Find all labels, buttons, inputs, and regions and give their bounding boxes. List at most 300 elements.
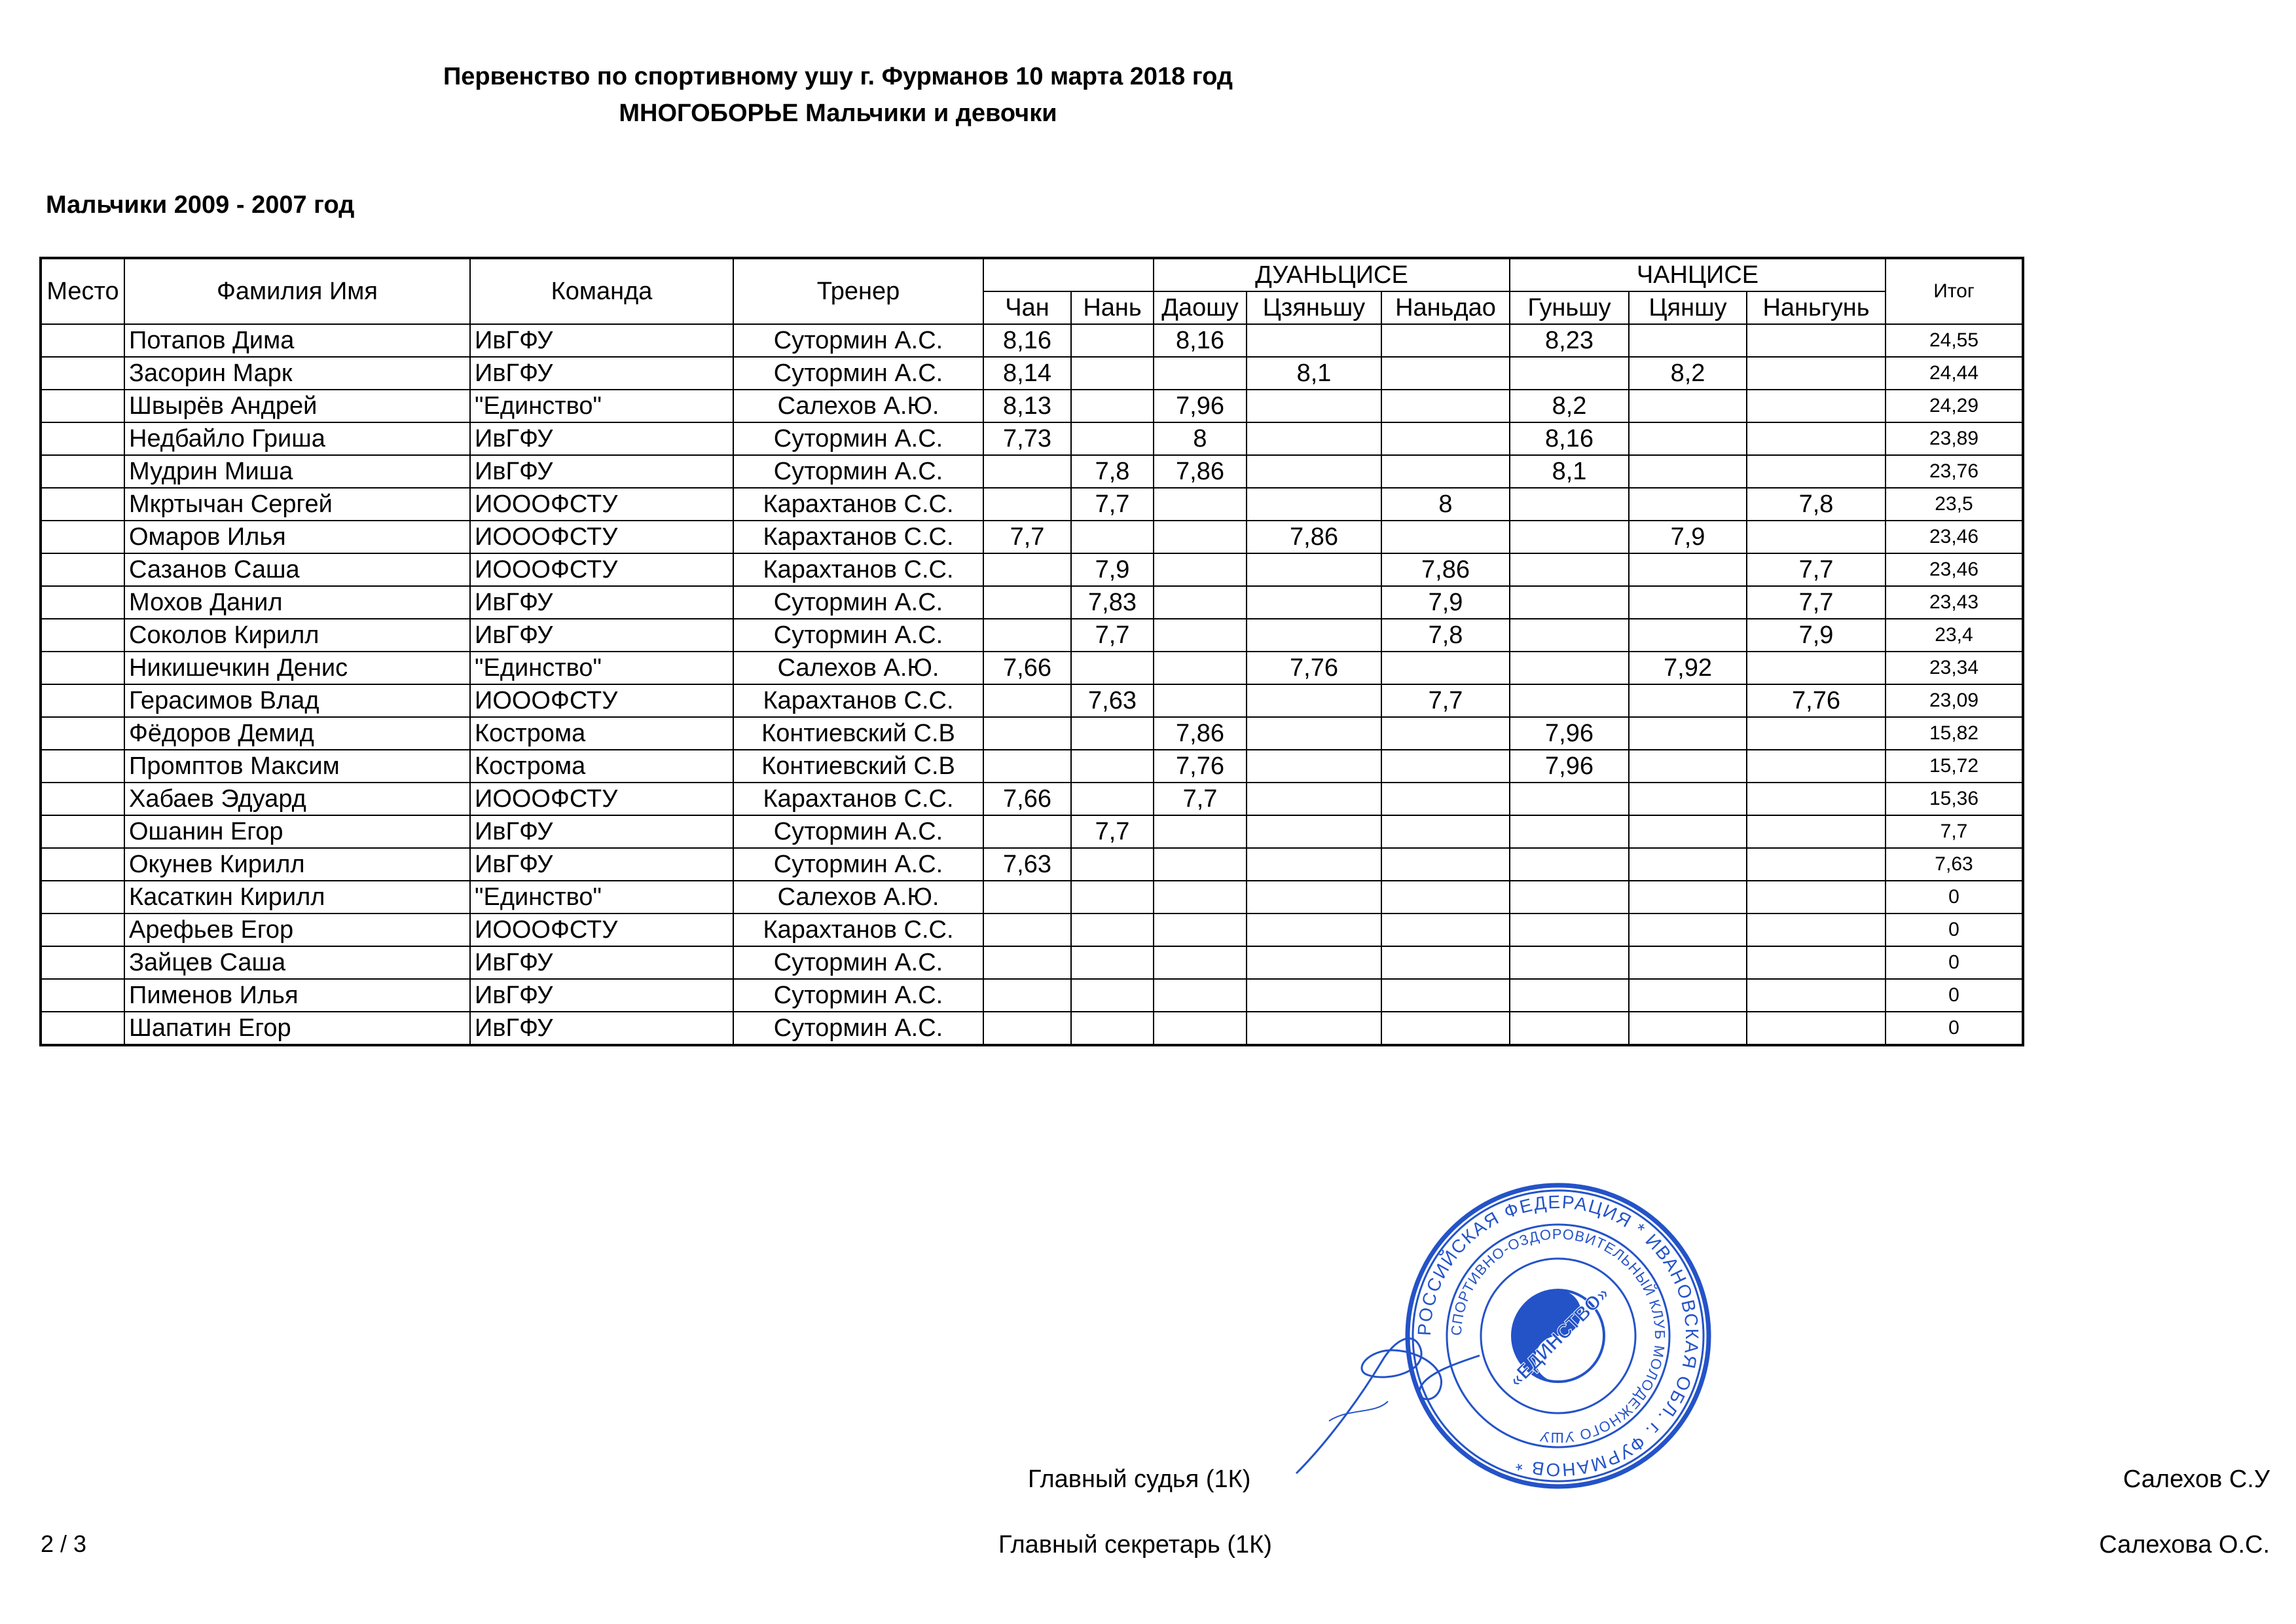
table-row <box>41 1012 2023 1045</box>
score-cell <box>1247 455 1381 488</box>
score-cell <box>1747 783 1886 815</box>
score-cell <box>1071 521 1154 553</box>
score-cell <box>983 979 1071 1012</box>
table-row <box>41 848 2023 881</box>
athlete-name-cell: Герасимов Влад <box>124 684 470 717</box>
col-discipline-header: Даошу <box>1154 291 1247 324</box>
total-cell: 15,72 <box>1886 750 2023 783</box>
score-cell <box>1747 881 1886 913</box>
table-row <box>41 783 2023 815</box>
coach-cell: Карахтанов С.С. <box>733 553 983 586</box>
score-cell: 7,66 <box>983 783 1071 815</box>
score-cell <box>1747 652 1886 684</box>
score-cell <box>983 750 1071 783</box>
coach-cell: Сутормин А.С. <box>733 422 983 455</box>
score-cell <box>1154 488 1247 521</box>
team-cell: "Единство" <box>470 881 733 913</box>
coach-cell: Контиевский С.В <box>733 717 983 750</box>
coach-cell: Карахтанов С.С. <box>733 684 983 717</box>
score-cell <box>1510 848 1629 881</box>
score-cell <box>1381 652 1510 684</box>
athlete-name-cell: Хабаев Эдуард <box>124 783 470 815</box>
place-cell <box>41 848 124 881</box>
score-cell <box>1747 979 1886 1012</box>
score-cell <box>1071 324 1154 357</box>
score-cell <box>1629 488 1747 521</box>
score-cell <box>1747 717 1886 750</box>
total-cell: 0 <box>1886 913 2023 946</box>
score-cell <box>983 586 1071 619</box>
score-cell <box>1747 390 1886 422</box>
score-cell <box>1629 1012 1747 1045</box>
coach-cell: Салехов А.Ю. <box>733 390 983 422</box>
total-cell: 0 <box>1886 881 2023 913</box>
score-cell <box>1510 946 1629 979</box>
table-row <box>41 521 2023 553</box>
score-cell: 8,16 <box>983 324 1071 357</box>
place-cell <box>41 717 124 750</box>
athlete-name-cell: Промптов Максим <box>124 750 470 783</box>
total-cell: 23,89 <box>1886 422 2023 455</box>
col-discipline-header: Цзяньшу <box>1247 291 1381 324</box>
score-cell: 7,96 <box>1510 750 1629 783</box>
chief-judge-label: Главный судья (1К) <box>1028 1466 1251 1493</box>
coach-cell: Карахтанов С.С. <box>733 521 983 553</box>
score-cell <box>1381 979 1510 1012</box>
score-cell: 8,14 <box>983 357 1071 390</box>
score-cell: 7,86 <box>1154 455 1247 488</box>
coach-cell: Сутормин А.С. <box>733 357 983 390</box>
score-cell: 7,9 <box>1071 553 1154 586</box>
score-cell: 8,1 <box>1247 357 1381 390</box>
table-row <box>41 455 2023 488</box>
athlete-name-cell: Арефьев Егор <box>124 913 470 946</box>
score-cell <box>1381 717 1510 750</box>
team-cell: "Единство" <box>470 390 733 422</box>
score-cell <box>1510 684 1629 717</box>
score-cell <box>1154 979 1247 1012</box>
chief-secretary-label: Главный секретарь (1К) <box>998 1531 1272 1559</box>
score-cell <box>1071 652 1154 684</box>
coach-cell: Карахтанов С.С. <box>733 913 983 946</box>
place-cell <box>41 488 124 521</box>
score-cell <box>1629 881 1747 913</box>
score-cell <box>1381 750 1510 783</box>
athlete-name-cell: Мудрин Миша <box>124 455 470 488</box>
total-cell: 23,43 <box>1886 586 2023 619</box>
score-cell <box>983 815 1071 848</box>
total-cell: 15,36 <box>1886 783 2023 815</box>
score-cell: 8 <box>1381 488 1510 521</box>
score-cell <box>1154 553 1247 586</box>
score-cell <box>1381 913 1510 946</box>
score-cell <box>1247 684 1381 717</box>
athlete-name-cell: Сазанов Саша <box>124 553 470 586</box>
score-cell <box>1629 422 1747 455</box>
athlete-name-cell: Зайцев Саша <box>124 946 470 979</box>
score-cell <box>1510 652 1629 684</box>
total-cell: 0 <box>1886 1012 2023 1045</box>
score-cell <box>1071 357 1154 390</box>
score-cell: 7,86 <box>1154 717 1247 750</box>
score-cell <box>1381 390 1510 422</box>
table-row <box>41 717 2023 750</box>
coach-cell: Контиевский С.В <box>733 750 983 783</box>
score-cell: 8,1 <box>1510 455 1629 488</box>
score-cell: 7,96 <box>1154 390 1247 422</box>
score-cell <box>1247 553 1381 586</box>
score-cell <box>1629 390 1747 422</box>
total-cell: 23,5 <box>1886 488 2023 521</box>
results-body <box>41 324 2023 1045</box>
results-table <box>39 257 2024 1046</box>
score-cell: 7,76 <box>1747 684 1886 717</box>
score-cell <box>1510 881 1629 913</box>
place-cell <box>41 684 124 717</box>
athlete-name-cell: Потапов Дима <box>124 324 470 357</box>
athlete-name-cell: Засорин Марк <box>124 357 470 390</box>
score-cell: 7,9 <box>1747 619 1886 652</box>
coach-cell: Сутормин А.С. <box>733 946 983 979</box>
score-cell <box>1071 979 1154 1012</box>
score-cell <box>1247 1012 1381 1045</box>
table-row <box>41 750 2023 783</box>
table-row <box>41 913 2023 946</box>
athlete-name-cell: Касаткин Кирилл <box>124 881 470 913</box>
score-cell <box>1510 979 1629 1012</box>
score-cell <box>983 455 1071 488</box>
team-cell: ИвГФУ <box>470 815 733 848</box>
chief-secretary-name: Салехова О.С. <box>2099 1531 2270 1559</box>
table-row <box>41 946 2023 979</box>
col-coach-header: Тренер <box>733 258 983 324</box>
place-cell <box>41 357 124 390</box>
score-cell: 7,8 <box>1071 455 1154 488</box>
score-cell <box>1747 521 1886 553</box>
table-row <box>41 488 2023 521</box>
score-cell <box>1071 390 1154 422</box>
score-cell <box>1154 881 1247 913</box>
col-total-header: Итог <box>1886 258 2023 324</box>
table-row <box>41 815 2023 848</box>
chief-judge-name: Салехов С.У <box>2123 1466 2270 1493</box>
place-cell <box>41 979 124 1012</box>
score-cell: 7,86 <box>1247 521 1381 553</box>
col-discipline-header: Гуньшу <box>1510 291 1629 324</box>
score-cell <box>1154 521 1247 553</box>
score-cell <box>1247 619 1381 652</box>
score-cell <box>1629 913 1747 946</box>
score-cell <box>1247 422 1381 455</box>
team-cell: ИвГФУ <box>470 422 733 455</box>
score-cell <box>1747 1012 1886 1045</box>
col-discipline-header: Чан <box>983 291 1071 324</box>
score-cell: 7,7 <box>1747 553 1886 586</box>
score-cell <box>983 881 1071 913</box>
score-cell <box>1629 684 1747 717</box>
score-cell <box>1381 455 1510 488</box>
score-cell <box>1381 881 1510 913</box>
stamp-center-text: «ЕДИНСТВО» <box>1504 1282 1614 1392</box>
score-cell <box>1247 586 1381 619</box>
score-cell <box>1247 815 1381 848</box>
score-cell <box>1071 946 1154 979</box>
score-cell: 7,8 <box>1381 619 1510 652</box>
total-cell: 0 <box>1886 979 2023 1012</box>
score-cell <box>1071 783 1154 815</box>
team-cell: ИвГФУ <box>470 357 733 390</box>
col-discipline-header: Нань <box>1071 291 1154 324</box>
score-cell <box>983 553 1071 586</box>
score-cell: 7,73 <box>983 422 1071 455</box>
place-cell <box>41 455 124 488</box>
score-cell <box>1629 815 1747 848</box>
coach-cell: Сутормин А.С. <box>733 324 983 357</box>
score-cell <box>1071 750 1154 783</box>
score-cell: 7,63 <box>983 848 1071 881</box>
place-cell <box>41 390 124 422</box>
score-cell <box>1510 357 1629 390</box>
score-cell <box>983 913 1071 946</box>
score-cell: 7,83 <box>1071 586 1154 619</box>
score-cell <box>1381 815 1510 848</box>
score-cell: 7,7 <box>1154 783 1247 815</box>
score-cell <box>1747 324 1886 357</box>
score-cell: 7,9 <box>1381 586 1510 619</box>
total-cell: 7,7 <box>1886 815 2023 848</box>
place-cell <box>41 586 124 619</box>
score-cell <box>1510 521 1629 553</box>
place-cell <box>41 946 124 979</box>
table-row <box>41 390 2023 422</box>
team-cell: Кострома <box>470 750 733 783</box>
team-cell: ИвГФУ <box>470 619 733 652</box>
score-cell <box>1510 783 1629 815</box>
score-cell: 7,76 <box>1154 750 1247 783</box>
athlete-name-cell: Недбайло Гриша <box>124 422 470 455</box>
athlete-name-cell: Швырёв Андрей <box>124 390 470 422</box>
score-cell: 8,23 <box>1510 324 1629 357</box>
score-cell <box>1629 324 1747 357</box>
score-cell <box>1154 913 1247 946</box>
score-cell <box>1381 783 1510 815</box>
score-cell: 7,7 <box>1071 488 1154 521</box>
place-cell <box>41 1012 124 1045</box>
score-cell <box>1629 619 1747 652</box>
score-cell <box>1747 422 1886 455</box>
category-heading: Мальчики 2009 - 2007 год <box>46 191 355 219</box>
score-cell <box>1247 717 1381 750</box>
score-cell <box>983 488 1071 521</box>
team-cell: ИвГФУ <box>470 946 733 979</box>
athlete-name-cell: Пименов Илья <box>124 979 470 1012</box>
score-cell <box>1381 946 1510 979</box>
score-cell: 7,7 <box>1747 586 1886 619</box>
coach-cell: Карахтанов С.С. <box>733 783 983 815</box>
score-cell <box>1154 684 1247 717</box>
coach-cell: Сутормин А.С. <box>733 815 983 848</box>
coach-cell: Сутормин А.С. <box>733 586 983 619</box>
score-cell <box>1154 652 1247 684</box>
score-cell <box>1247 750 1381 783</box>
score-cell <box>983 619 1071 652</box>
team-cell: ИОООФСТУ <box>470 684 733 717</box>
score-cell <box>1629 848 1747 881</box>
score-cell <box>1071 1012 1154 1045</box>
score-cell <box>1629 979 1747 1012</box>
col-place-header: Место <box>41 258 124 324</box>
coach-cell: Сутормин А.С. <box>733 1012 983 1045</box>
total-cell: 23,4 <box>1886 619 2023 652</box>
score-cell: 7,86 <box>1381 553 1510 586</box>
coach-cell: Сутормин А.С. <box>733 455 983 488</box>
total-cell: 23,46 <box>1886 521 2023 553</box>
score-cell <box>1510 586 1629 619</box>
score-cell <box>1154 586 1247 619</box>
team-cell: ИвГФУ <box>470 848 733 881</box>
team-cell: ИОООФСТУ <box>470 521 733 553</box>
score-cell <box>983 946 1071 979</box>
place-cell <box>41 881 124 913</box>
score-cell <box>1381 357 1510 390</box>
group-changqixie-header: ЧАНЦИСЕ <box>1510 258 1886 291</box>
table-row <box>41 881 2023 913</box>
place-cell <box>41 783 124 815</box>
score-cell: 7,96 <box>1510 717 1629 750</box>
team-cell: ИОООФСТУ <box>470 783 733 815</box>
total-cell: 24,44 <box>1886 357 2023 390</box>
col-discipline-header: Наньгунь <box>1747 291 1886 324</box>
place-cell <box>41 324 124 357</box>
total-cell: 15,82 <box>1886 717 2023 750</box>
team-cell: Кострома <box>470 717 733 750</box>
score-cell <box>1071 913 1154 946</box>
col-discipline-header: Наньдао <box>1381 291 1510 324</box>
score-cell <box>1510 815 1629 848</box>
score-cell: 7,7 <box>1071 815 1154 848</box>
score-cell <box>1247 848 1381 881</box>
empty-group-header <box>983 258 1154 291</box>
score-cell <box>1247 881 1381 913</box>
score-cell <box>1154 848 1247 881</box>
table-row <box>41 619 2023 652</box>
score-cell <box>1247 390 1381 422</box>
score-cell <box>1747 848 1886 881</box>
score-cell <box>1629 783 1747 815</box>
score-cell <box>1247 783 1381 815</box>
total-cell: 23,76 <box>1886 455 2023 488</box>
place-cell <box>41 619 124 652</box>
total-cell: 7,63 <box>1886 848 2023 881</box>
place-cell <box>41 553 124 586</box>
score-cell: 7,8 <box>1747 488 1886 521</box>
team-cell: ИвГФУ <box>470 979 733 1012</box>
table-row <box>41 979 2023 1012</box>
athlete-name-cell: Соколов Кирилл <box>124 619 470 652</box>
total-cell: 24,55 <box>1886 324 2023 357</box>
total-cell: 23,09 <box>1886 684 2023 717</box>
place-cell <box>41 913 124 946</box>
score-cell <box>1629 750 1747 783</box>
coach-cell: Сутормин А.С. <box>733 619 983 652</box>
score-cell <box>1154 619 1247 652</box>
total-cell: 0 <box>1886 946 2023 979</box>
stamp-outer-text: РОССИЙСКАЯ ФЕДЕРАЦИЯ * ИВАНОВСКАЯ ОБЛ. г. ФУРМАНОВ * <box>1413 1191 1703 1481</box>
score-cell <box>1747 357 1886 390</box>
score-cell <box>1629 553 1747 586</box>
score-cell <box>1510 553 1629 586</box>
team-cell: ИвГФУ <box>470 586 733 619</box>
handwritten-signature <box>1290 1310 1486 1486</box>
score-cell <box>1071 881 1154 913</box>
team-cell: ИОООФСТУ <box>470 553 733 586</box>
score-cell: 7,7 <box>1071 619 1154 652</box>
score-cell <box>1747 946 1886 979</box>
score-cell: 7,63 <box>1071 684 1154 717</box>
score-cell: 8,16 <box>1154 324 1247 357</box>
group-duanqixie-header: ДУАНЬЦИСЕ <box>1154 258 1510 291</box>
score-cell <box>1381 521 1510 553</box>
score-cell <box>1510 488 1629 521</box>
page-number: 2 / 3 <box>41 1530 87 1557</box>
coach-cell: Салехов А.Ю. <box>733 881 983 913</box>
place-cell <box>41 422 124 455</box>
athlete-name-cell: Шапатин Егор <box>124 1012 470 1045</box>
table-row <box>41 586 2023 619</box>
total-cell: 24,29 <box>1886 390 2023 422</box>
coach-cell: Сутормин А.С. <box>733 979 983 1012</box>
score-cell: 8,13 <box>983 390 1071 422</box>
score-cell: 8,2 <box>1510 390 1629 422</box>
score-cell <box>1747 455 1886 488</box>
place-cell <box>41 652 124 684</box>
col-name-header: Фамилия Имя <box>124 258 470 324</box>
score-cell <box>983 1012 1071 1045</box>
score-cell <box>1154 357 1247 390</box>
total-cell: 23,46 <box>1886 553 2023 586</box>
stamp-inner-text: СПОРТИВНО-ОЗДОРОВИТЕЛЬНЫЙ КЛУБ МОЛОДЕЖНОГО УШУ <box>1448 1225 1669 1447</box>
table-row <box>41 553 2023 586</box>
score-cell <box>983 684 1071 717</box>
score-cell <box>1747 815 1886 848</box>
table-row <box>41 684 2023 717</box>
score-cell: 7,76 <box>1247 652 1381 684</box>
team-cell: ИвГФУ <box>470 1012 733 1045</box>
place-cell <box>41 815 124 848</box>
team-cell: ИвГФУ <box>470 324 733 357</box>
score-cell <box>1071 717 1154 750</box>
score-cell <box>1747 913 1886 946</box>
score-cell <box>1510 619 1629 652</box>
score-cell: 8,16 <box>1510 422 1629 455</box>
score-cell <box>1629 717 1747 750</box>
score-cell <box>1071 422 1154 455</box>
team-cell: ИОООФСТУ <box>470 913 733 946</box>
score-cell: 8,2 <box>1629 357 1747 390</box>
score-cell: 7,66 <box>983 652 1071 684</box>
table-row <box>41 324 2023 357</box>
team-cell: ИвГФУ <box>470 455 733 488</box>
document-subtitle: МНОГОБОРЬЕ Мальчики и девочки <box>619 100 1057 127</box>
col-discipline-header: Цяншу <box>1629 291 1747 324</box>
score-cell: 7,92 <box>1629 652 1747 684</box>
table-row <box>41 357 2023 390</box>
score-cell <box>1629 946 1747 979</box>
athlete-name-cell: Никишечкин Денис <box>124 652 470 684</box>
athlete-name-cell: Окунев Кирилл <box>124 848 470 881</box>
table-row <box>41 652 2023 684</box>
score-cell <box>1247 946 1381 979</box>
